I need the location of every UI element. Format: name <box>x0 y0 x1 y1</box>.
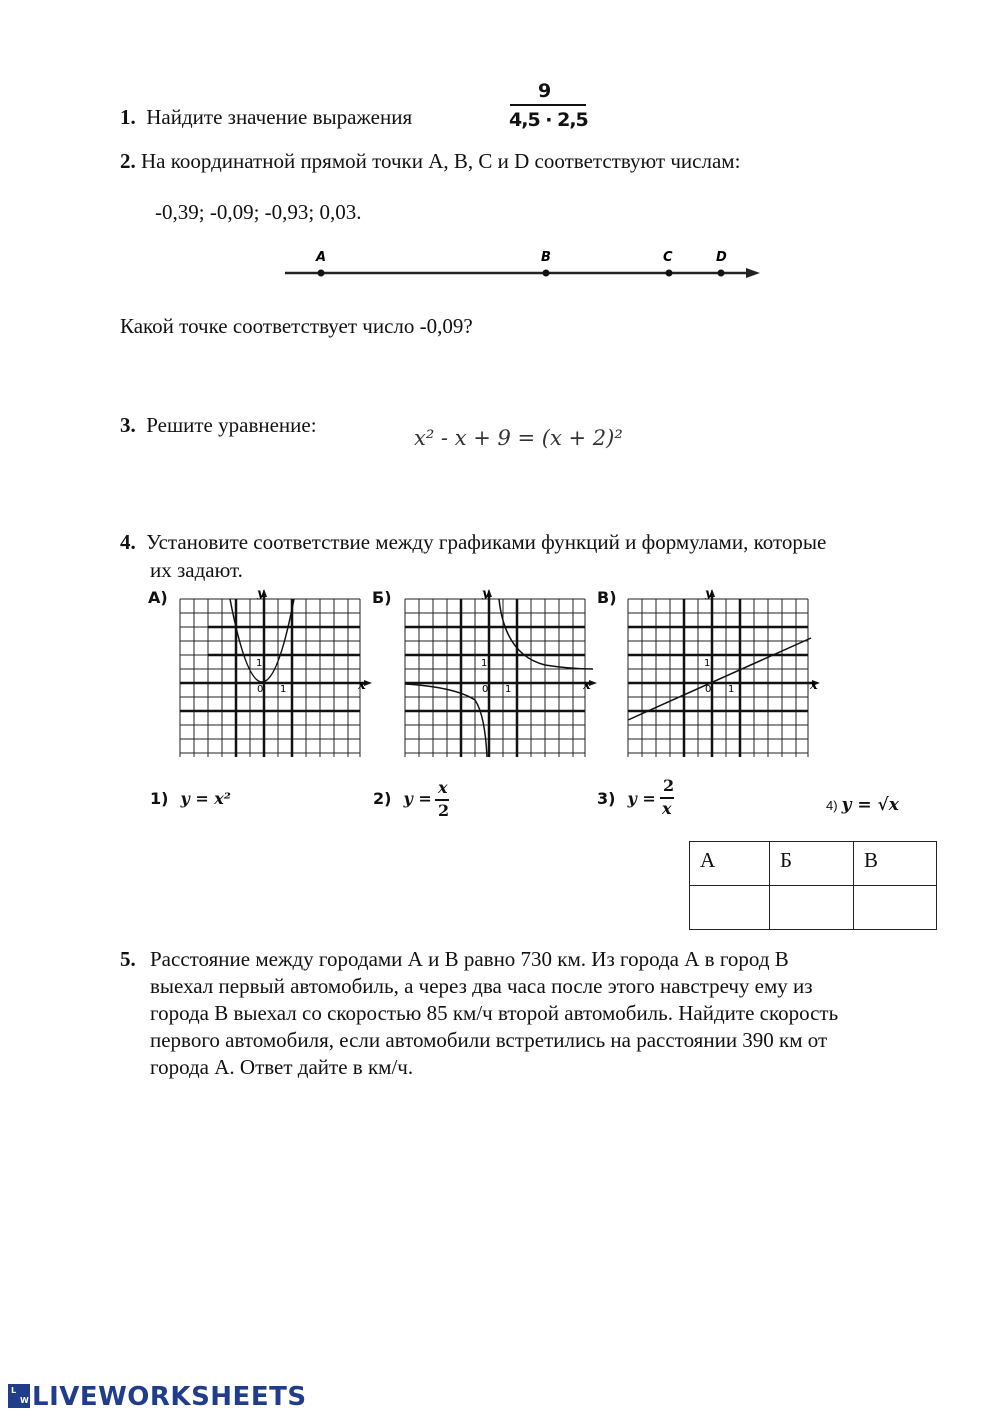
graph-a-grid <box>180 599 360 757</box>
q5-line-3: города В выехал со скоростью 85 км/ч второй автомобиль. Найдите скорость <box>150 1001 839 1025</box>
q5-line-4: первого автомобиля, если автомобили встретились на расстоянии 390 км от <box>150 1028 828 1052</box>
graph-b-one-x: 1 <box>505 684 512 695</box>
q2-text: На координатной прямой точки A, B, C и D соответствуют числам: <box>141 149 741 173</box>
q1-number: 1. <box>120 105 136 129</box>
formula-3-denominator: x <box>662 799 672 818</box>
formula-1-index: 1) <box>150 789 169 808</box>
formula-4 <box>826 795 899 815</box>
q1-denominator: 4,5 · 2,5 <box>509 109 588 131</box>
formula-2-denominator: 2 <box>438 801 450 820</box>
graph-a-y-label: y <box>257 586 264 600</box>
q3-text: Решите уравнение: <box>146 413 317 437</box>
point-a-label: A <box>316 250 327 265</box>
q4-number: 4. <box>120 530 136 554</box>
formula-2-index: 2) <box>373 789 392 808</box>
answer-input-b[interactable] <box>770 886 854 930</box>
answer-input-a[interactable] <box>690 886 770 930</box>
point-c <box>666 270 673 277</box>
q5-line-1: Расстояние между городами А и В равно 730 км. Из города А в город В <box>150 947 789 971</box>
graph-v-label: В) <box>597 588 617 607</box>
graph-b-one-y: 1 <box>481 658 488 669</box>
q2-question: Какой точке соответствует число -0,09? <box>120 314 473 338</box>
answer-table <box>689 841 937 930</box>
q5-line-5: города А. Ответ дайте в км/ч. <box>150 1055 414 1079</box>
q4-text-line1: Установите соответствие между графиками функций и формулами, которые <box>146 530 827 554</box>
graph-a-zero: 0 <box>257 684 264 695</box>
q5-number: 5. <box>120 947 136 971</box>
q5-line-2: выехал первый автомобиль, а через два часа после этого навстречу ему из <box>150 974 813 998</box>
logo-text: LIVEWORKSHEETS <box>32 1382 307 1412</box>
answer-input-v[interactable] <box>854 886 937 930</box>
point-d-label: D <box>716 250 727 265</box>
formula-1 <box>150 789 231 809</box>
formula-2-numerator: x <box>438 778 448 797</box>
graph-b-label: Б) <box>372 588 392 607</box>
point-c-label: C <box>663 250 673 265</box>
formula-2-expr: y = <box>403 789 432 808</box>
graph-v-one-x: 1 <box>728 684 735 695</box>
answer-table-input-row <box>690 886 937 930</box>
graph-b-x-label: x <box>583 678 591 693</box>
formula-3-numerator: 2 <box>663 776 675 795</box>
graph-a-one-x: 1 <box>280 684 287 695</box>
graph-b-grid <box>405 599 585 757</box>
graph-v-grid <box>628 599 808 757</box>
formula-4-expr: y = √x <box>841 795 899 815</box>
graph-v-x-label: x <box>810 678 818 693</box>
q3-equation: x² - x + 9 = (x + 2)² <box>414 426 623 450</box>
q3-number: 3. <box>120 413 136 437</box>
graph-a-x-label: x <box>358 678 366 693</box>
hyperbola-branch-right <box>499 599 593 669</box>
q2-line <box>120 148 740 175</box>
logo-icon: L W <box>8 1384 30 1408</box>
answer-header-a: А <box>690 842 770 886</box>
graph-v-zero: 0 <box>705 684 712 695</box>
graph-b-y-label: y <box>482 586 489 600</box>
point-b-label: B <box>541 250 551 265</box>
linear-function-line <box>628 638 811 720</box>
point-a <box>318 270 325 277</box>
graph-b <box>395 585 605 765</box>
graph-v-one-y: 1 <box>704 658 711 669</box>
q2-number: 2. <box>120 149 136 173</box>
answer-table-header-row <box>690 842 937 886</box>
graph-v-y-label: y <box>705 586 712 600</box>
graph-a <box>170 585 380 765</box>
formula-4-index: 4) <box>826 798 838 813</box>
q4-text-line2: их задают. <box>150 558 243 582</box>
answer-header-b: Б <box>770 842 854 886</box>
graph-b-zero: 0 <box>482 684 489 695</box>
q4-line1 <box>120 529 826 556</box>
formula-3-index: 3) <box>597 789 616 808</box>
graph-a-label: А) <box>148 588 168 607</box>
point-d <box>718 270 725 277</box>
formula-1-expr: y = x² <box>180 789 231 808</box>
formula-3 <box>597 789 656 809</box>
point-b <box>543 270 550 277</box>
number-line <box>280 244 770 284</box>
q1-fraction-bar <box>510 104 586 106</box>
graph-a-one-y: 1 <box>256 658 263 669</box>
graph-v <box>618 585 828 765</box>
q3-line <box>120 412 317 439</box>
answer-header-v: В <box>854 842 937 886</box>
liveworksheets-logo <box>8 1382 307 1412</box>
q2-values: -0,39; -0,09; -0,93; 0,03. <box>155 200 362 224</box>
q1-numerator: 9 <box>538 80 552 102</box>
formula-3-expr: y = <box>627 789 656 808</box>
q1-line <box>120 104 412 131</box>
formula-2 <box>373 789 432 809</box>
q1-text: Найдите значение выражения <box>146 105 413 129</box>
